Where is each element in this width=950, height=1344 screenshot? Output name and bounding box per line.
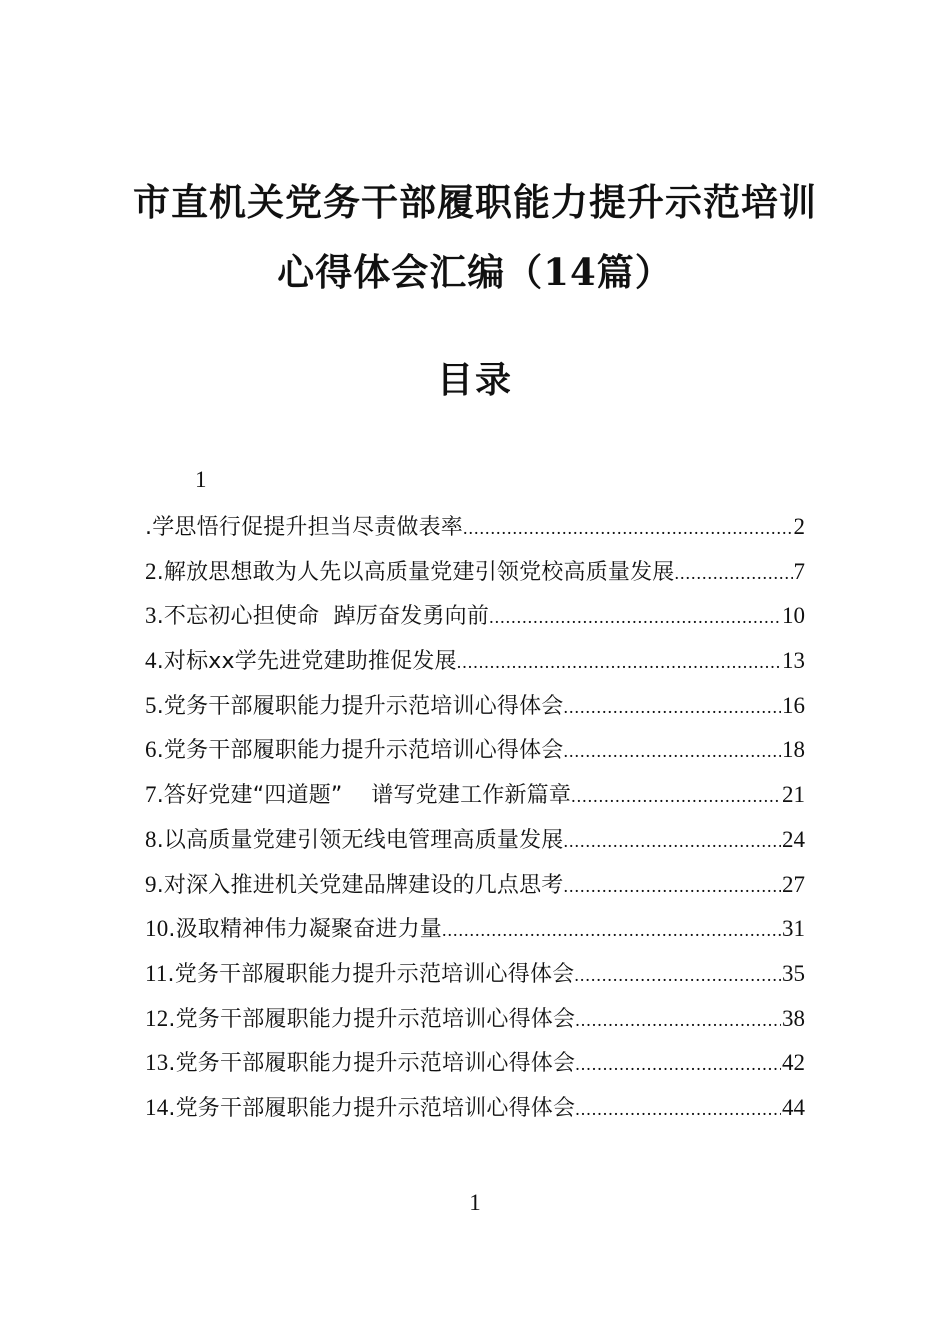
toc-entry[interactable]: [145, 868, 805, 913]
toc-entry-page: 21: [782, 782, 805, 808]
toc-entry-page: 31: [782, 916, 805, 942]
toc-entry[interactable]: [145, 1002, 805, 1047]
toc-entry[interactable]: [145, 733, 805, 778]
toc-entry-title: 14.党务干部履职能力提升示范培训心得体会: [145, 1094, 576, 1121]
toc-dot-leader: [463, 518, 793, 539]
toc-entry[interactable]: [145, 1091, 805, 1136]
toc-dot-leader: [442, 920, 781, 941]
toc-entry-page: 7: [793, 558, 805, 584]
toc-entry-title: 11.党务干部履职能力提升示范培训心得体会: [145, 960, 575, 987]
toc-entry[interactable]: [145, 599, 805, 644]
toc-entry-page: 24: [782, 826, 805, 852]
toc-dot-leader: [489, 607, 781, 628]
toc-entry[interactable]: [145, 555, 805, 600]
toc-entry-title: 8.以高质量党建引领无线电管理高质量发展: [145, 826, 564, 853]
toc-entry-page: 42: [782, 1050, 805, 1076]
toc-entry[interactable]: [145, 644, 805, 689]
toc-entry-page: 38: [782, 1005, 805, 1031]
toc-dot-leader: [571, 786, 781, 807]
toc-entry[interactable]: [145, 912, 805, 957]
table-of-contents: [145, 510, 805, 1136]
toc-heading: 目录: [436, 359, 513, 401]
toc-entry-page: 35: [782, 960, 805, 986]
toc-dot-leader: [564, 697, 782, 718]
toc-entry-title: 7.答好党建“四道题” 谱写党建工作新篇章: [145, 782, 572, 809]
toc-entry-page: 27: [782, 871, 805, 897]
toc-entry-title: 4.对标xx学先进党建助推促发展: [145, 648, 457, 675]
toc-entry-page: 10: [782, 603, 805, 629]
toc-entry-title: 9.对深入推进机关党建品牌建设的几点思考: [145, 871, 564, 898]
toc-entry[interactable]: [145, 510, 805, 555]
document-title-line-2: 心得体会汇编（14篇）: [277, 250, 673, 294]
toc-dot-leader: [575, 1099, 781, 1120]
toc-dot-leader: [675, 563, 793, 584]
toc-first-entry-number: 1: [195, 467, 207, 492]
toc-entry[interactable]: [145, 957, 805, 1002]
toc-entry[interactable]: [145, 778, 805, 823]
toc-entry-title: 10.汲取精神伟力凝聚奋进力量: [145, 916, 443, 943]
toc-entry[interactable]: [145, 1046, 805, 1091]
toc-entry-title: 6.党务干部履职能力提升示范培训心得体会: [145, 737, 564, 764]
toc-entry-title: 13.党务干部履职能力提升示范培训心得体会: [145, 1050, 576, 1077]
toc-entry[interactable]: [145, 823, 805, 868]
toc-entry-page: 16: [782, 692, 805, 718]
toc-entry-title: 3.不忘初心担使命 踔厉奋发勇向前: [145, 603, 490, 630]
toc-entry-page: 2: [793, 514, 805, 539]
toc-entry[interactable]: [145, 689, 805, 734]
toc-dot-leader: [457, 652, 781, 673]
toc-dot-leader: [575, 1054, 781, 1075]
page-number: 1: [469, 1190, 481, 1215]
toc-entry-page: 13: [782, 648, 805, 674]
toc-entry-page: 44: [782, 1094, 805, 1120]
toc-dot-leader: [564, 741, 782, 762]
toc-dot-leader: [564, 876, 782, 897]
toc-entry-title: 12.党务干部履职能力提升示范培训心得体会: [145, 1005, 576, 1032]
toc-dot-leader: [564, 831, 782, 852]
toc-entry-title: 5.党务干部履职能力提升示范培训心得体会: [145, 692, 564, 719]
toc-entry-title: .学思悟行促提升担当尽责做表率: [145, 515, 463, 540]
toc-dot-leader: [575, 1010, 781, 1031]
toc-entry-page: 18: [782, 737, 805, 763]
document-title-line-1: 市直机关党务干部履职能力提升示范培训: [133, 180, 817, 224]
toc-entry-title: 2.解放思想敢为人先以高质量党建引领党校高质量发展: [145, 558, 675, 585]
toc-dot-leader: [574, 965, 781, 986]
